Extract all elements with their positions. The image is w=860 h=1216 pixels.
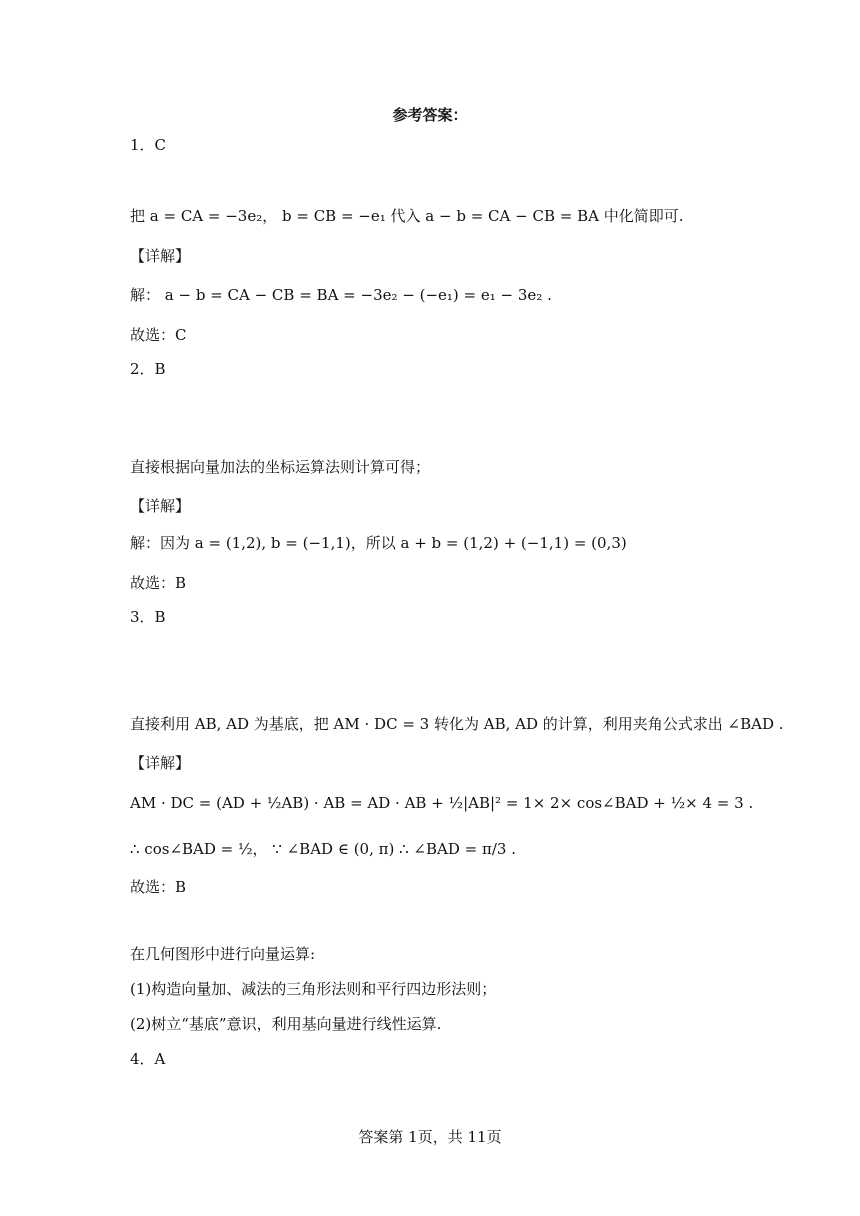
- text-line: 直接利用 AB, AD 为基底，把 AM · DC = 3 转化为 AB, AD 的计算，利用夹角公式求出 ∠BAD .: [130, 715, 784, 733]
- text-line: 【详解】: [130, 754, 191, 772]
- text-line: 在几何图形中进行向量运算:: [130, 945, 316, 963]
- text-line: 故选：C: [130, 326, 187, 344]
- text-line: 直接根据向量加法的坐标运算法则计算可得；: [130, 458, 431, 476]
- text-line: (2)树立“基底”意识，利用基向量进行线性运算.: [130, 1015, 442, 1033]
- text-line: ∴ cos∠BAD = ½， ∵ ∠BAD ∈ (0, π) ∴ ∠BAD = π/3 .: [130, 840, 516, 858]
- text-line: 2．B: [130, 360, 166, 378]
- text-line: 故选：B: [130, 878, 187, 896]
- page-footer: 答案第 1页，共 11页: [358, 1128, 502, 1146]
- text-line: 把 a = CA = −3e₂， b = CB = −e₁ 代入 a − b = CA − CB = BA 中化简即可.: [130, 207, 684, 225]
- text-line: 解：因为 a = (1,2), b = (−1,1)，所以 a + b = (1,2) + (−1,1) = (0,3): [130, 534, 627, 552]
- text-line: 故选：B: [130, 574, 187, 592]
- text-line: 【详解】: [130, 497, 191, 515]
- text-line: 3．B: [130, 608, 166, 626]
- text-line: AM · DC = (AD + ½AB) · AB = AD · AB + ½|AB|² = 1× 2× cos∠BAD + ½× 4 = 3 .: [130, 794, 754, 812]
- text-line: (1)构造向量加、减法的三角形法则和平行四边形法则；: [130, 980, 497, 998]
- text-line: 解： a − b = CA − CB = BA = −3e₂ − (−e₁) = e₁ − 3e₂ .: [130, 286, 552, 304]
- text-line: 【详解】: [130, 247, 191, 265]
- text-line: 4．A: [130, 1050, 166, 1068]
- page-title: 参考答案：: [392, 106, 468, 124]
- text-line: 1．C: [130, 136, 167, 154]
